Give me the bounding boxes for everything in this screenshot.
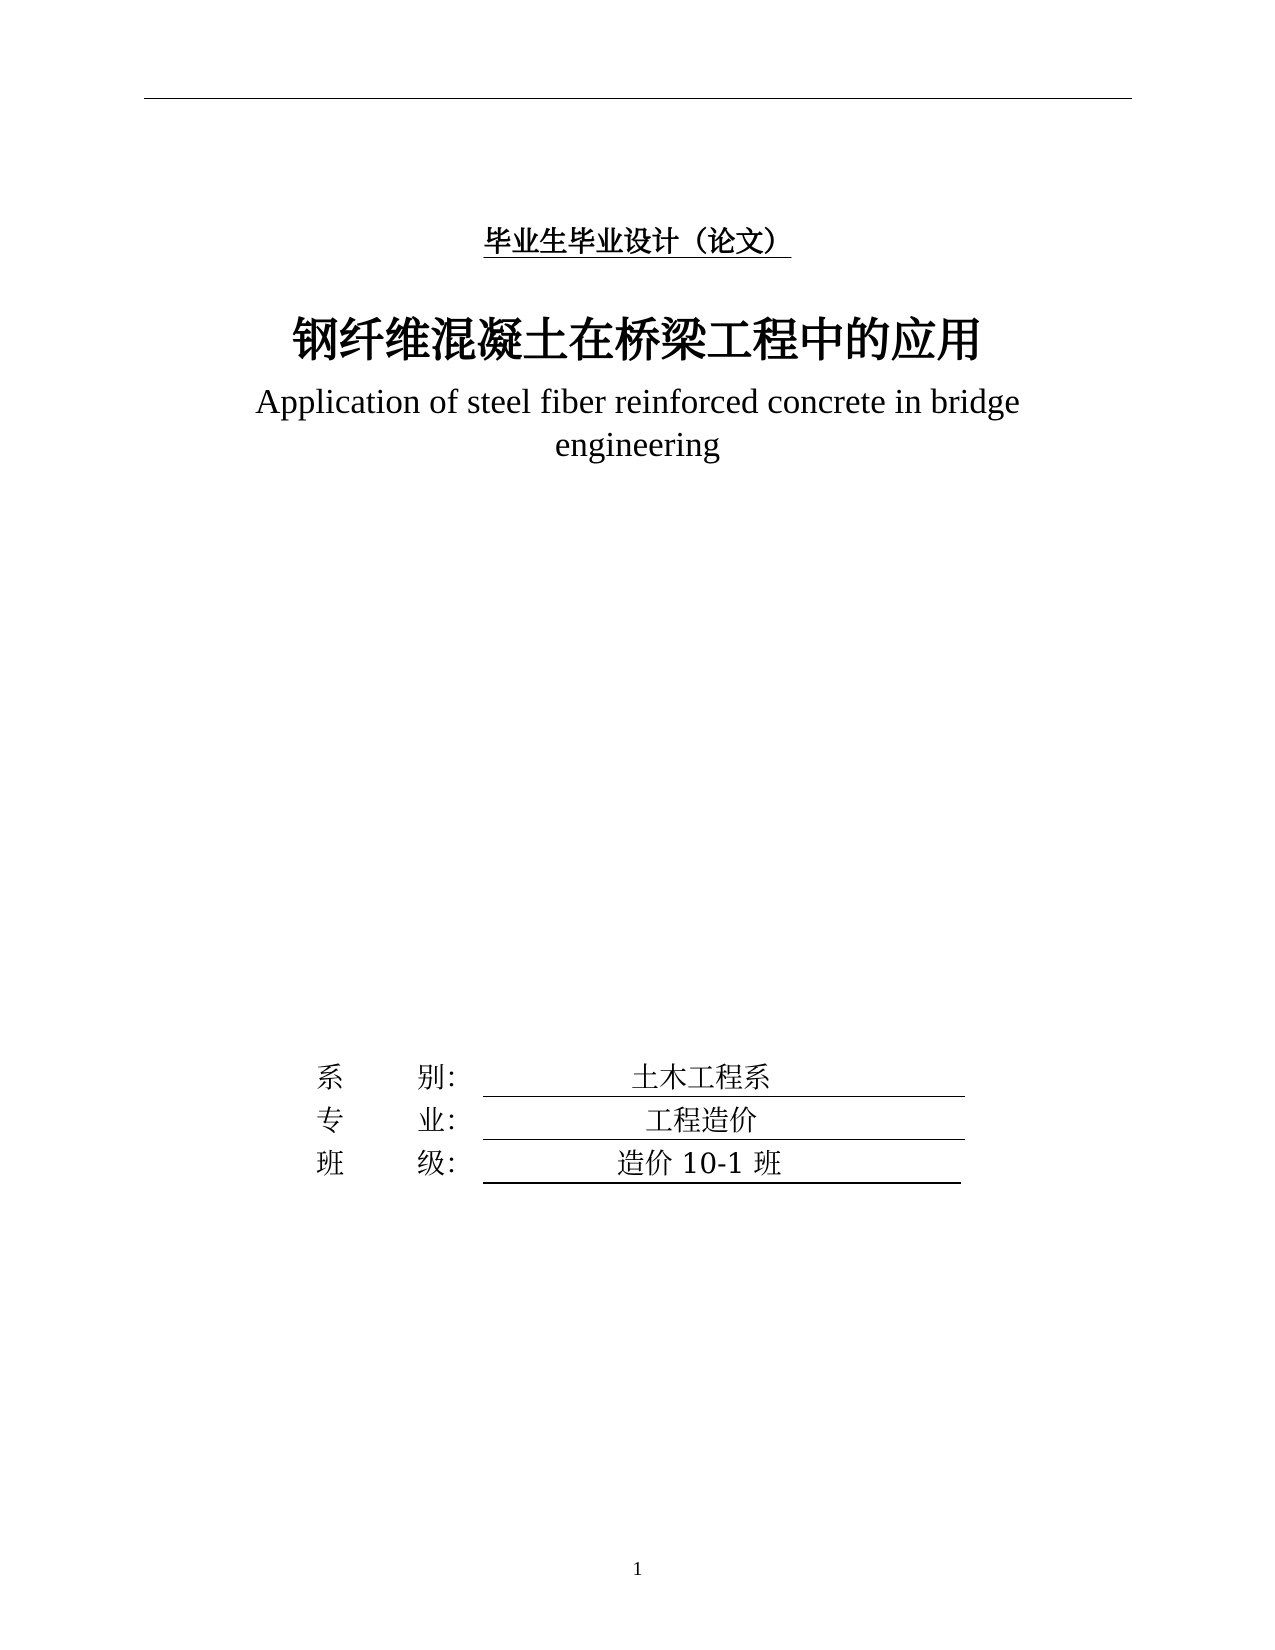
info-label-char-2: 级： xyxy=(417,1147,474,1180)
thesis-heading xyxy=(0,222,1275,262)
info-value-text: 造价 10-1 班 xyxy=(616,1147,782,1180)
page-number: 1 xyxy=(632,1558,643,1580)
thesis-heading-text: 毕业生毕业设计（论文） xyxy=(483,225,792,258)
title-chinese: 钢纤维混凝土在桥梁工程中的应用 xyxy=(292,313,983,367)
info-row-class xyxy=(316,1144,976,1187)
info-value-field xyxy=(483,1058,965,1097)
info-table xyxy=(316,1058,976,1187)
info-value-text: 工程造价 xyxy=(644,1104,757,1137)
info-label-char-1: 系 xyxy=(316,1061,345,1094)
info-value-text: 土木工程系 xyxy=(630,1061,771,1094)
info-value-field xyxy=(483,1101,965,1140)
info-label-char-1: 班 xyxy=(316,1147,345,1180)
info-label-char-2: 业： xyxy=(417,1104,474,1137)
info-value-field xyxy=(483,1144,961,1184)
info-row-department xyxy=(316,1058,976,1101)
info-label-char-2: 别： xyxy=(417,1061,474,1094)
title-english: Application of steel fiber reinforced concrete in bridge engineering xyxy=(255,382,1020,464)
info-label-char-1: 专 xyxy=(316,1104,345,1137)
info-row-major xyxy=(316,1101,976,1144)
header-rule xyxy=(144,98,1132,99)
